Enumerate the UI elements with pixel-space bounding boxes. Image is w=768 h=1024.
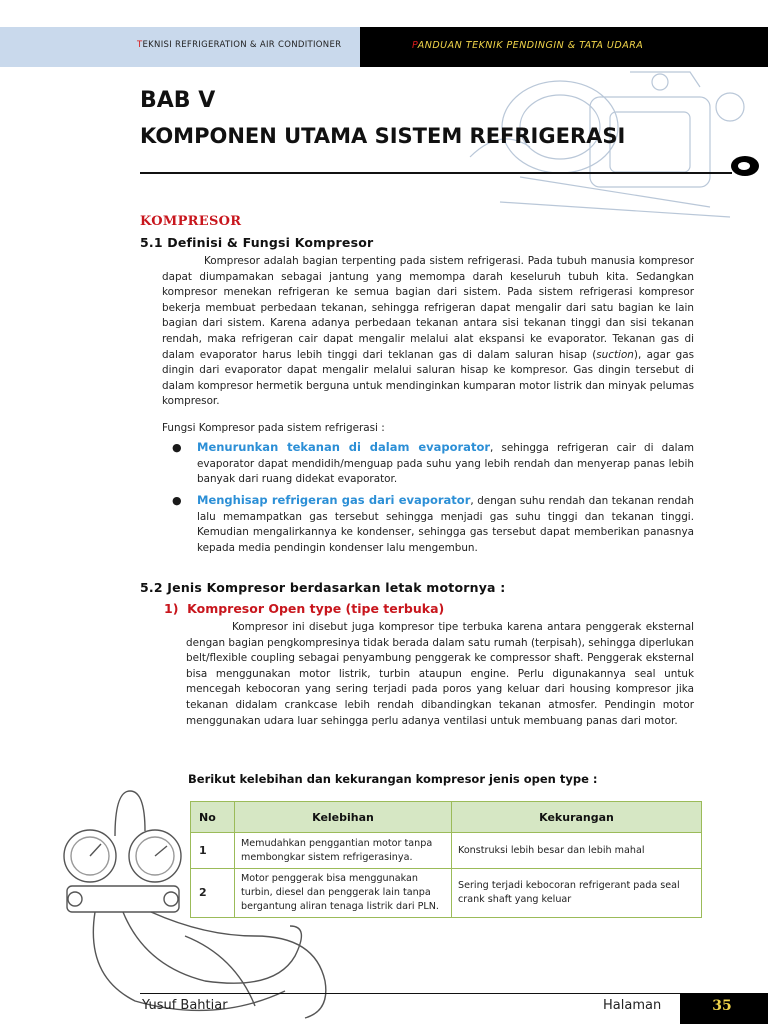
title-rule-knob-hole — [738, 162, 750, 170]
table-cell-kelebihan: Motor penggerak bisa menggunakan turbin, diesel dan penggerak lain tanpa bergantung aliran tenaga listrik dari PLN. — [235, 869, 452, 918]
paragraph-definisi-italic: suction — [596, 348, 634, 361]
bullet-dot-icon: ● — [172, 441, 182, 454]
gauge-hose-4 — [185, 936, 255, 1006]
bullet-item-1 — [197, 440, 694, 488]
gauge-left-knob — [68, 892, 82, 906]
compressor-valve-circle — [652, 74, 668, 90]
table-cell-kelebihan: Memudahkan penggantian motor tanpa membongkar sistem refrigerasinya. — [235, 833, 452, 869]
kelebihan-kekurangan-table — [190, 801, 702, 918]
compressor-base-line — [520, 177, 710, 207]
title-underline — [140, 172, 732, 174]
header-left-initial: T — [137, 40, 143, 50]
table-header-row — [191, 802, 702, 833]
subheading-title: Kompresor Open type (tipe terbuka) — [187, 601, 445, 616]
page-number: 35 — [712, 998, 732, 1014]
table-header-kekurangan: Kekurangan — [452, 802, 702, 833]
paragraph-open-type: Kompresor ini disebut juga kompresor tipe terbuka karena antara penggerak eksternal dengan bagian pengkompresinya tidak berada dalam satu rumah (terpisah), sehingga diperlukan belt/flexible coupling sebagai penyambung penggerak ke compressor shaft. Penggerak eksternal bisa menggunakan motor listrik, turbin ataupun engine. Perlu digunakannya seal untuk mencegah kebocoran yang sering terjadi pada poros yang keluar dari housing kompresor jika tekanan didalam crankcase lebih rendah dibandingkan tekanan atmosfer. Pendingin motor menggunakan udara luar sehingga perlu adanya ventilasi untuk membuang panas dari motor. — [186, 621, 694, 727]
table-header-no: No — [191, 802, 235, 833]
section-label: KOMPRESOR — [140, 214, 242, 229]
header-left-rest: EKNISI REFRIGERATION & AIR CONDITIONER — [142, 40, 342, 50]
table-row — [191, 833, 702, 869]
fungsi-intro: Fungsi Kompresor pada sistem refrigerasi : — [162, 422, 385, 434]
table-cell-no: 1 — [191, 833, 235, 869]
table-cell-no: 2 — [191, 869, 235, 918]
table-cell-kekurangan: Sering terjadi kebocoran refrigerant pada seal crank shaft yang keluar — [452, 869, 702, 918]
bullet-1-text: , sehingga refrigeran cair di dalam evaporator dapat mendidih/menguap pada suhu yang lebih rendah dan menyerap panas lebih banyak dari ruang didekat evaporator. — [197, 442, 694, 486]
chapter-title: KOMPONEN UTAMA SISTEM REFRIGERASI — [140, 124, 626, 148]
table-row — [191, 869, 702, 918]
paragraph-definisi — [162, 254, 694, 410]
gauge-left-needle — [90, 844, 101, 856]
heading-5-1: 5.1 Definisi & Fungsi Kompresor — [140, 235, 374, 250]
paragraph-definisi-part-a: Kompresor adalah bagian terpenting pada sistem refrigerasi. Pada tubuh manusia kompresor dapat diumpamakan sebagai jantung yang memompa darah keseluruh tubuh kita. Sedangkan kompresor menekan refrigeran ke semua bagian dari sistem. Pada sistem refrigerasi kompresor bekerja membuat perbedaan tekanan, sehingga refrigeran dapat mengalir dari satu bagian ke lain bagian dari sistem. Karena adanya perbedaan tekanan antara sisi tekanan tinggi dan sisi tekanan rendah, maka refrigeran cair dapat mengalir melalui alat ekspansi ke evaporator. Tekanan gas di dalam evaporator harus lebih tinggi dari teklanan gas di dalam saluran hisap ( — [162, 255, 694, 361]
header-right-title — [412, 40, 643, 51]
chapter-number: BAB V — [140, 88, 216, 113]
header-right-rest: ANDUAN TEKNIK PENDINGIN & TATA UDARA — [417, 40, 644, 51]
header-left-title — [137, 40, 341, 50]
bullet-2-emphasis: Menghisap refrigeran gas dari evaporator — [197, 493, 471, 507]
bullet-1-emphasis: Menurunkan tekanan di dalam evaporator — [197, 440, 491, 454]
heading-5-2: 5.2 Jenis Kompresor berdasarkan letak motornya : — [140, 580, 506, 595]
bullet-2-text: , dengan suhu rendah dan tekanan rendah lalu memampatkan gas tersebut sehingga menjadi gas suhu tinggi dan tekanan tinggi. Kemudian mengalirkannya ke kondenser, sehingga gas tersebut dapat memberikan panasnya kepada media pendingin kondenser lalu mengembun. — [197, 495, 695, 554]
compressor-flange-circle — [716, 93, 744, 121]
table-intro: Berikut kelebihan dan kekurangan kompresor jenis open type : — [188, 772, 598, 786]
subheading-number: 1) — [164, 601, 179, 616]
compressor-top-pipe — [630, 72, 700, 87]
header-right-initial: P — [412, 40, 418, 51]
gauge-right-needle — [155, 846, 167, 856]
footer-author: Yusuf Bahtiar — [142, 998, 228, 1013]
footer-halaman-label: Halaman — [603, 998, 662, 1013]
gauge-hook — [115, 791, 145, 836]
paragraph-definisi-part-b: ), agar gas dingin dari evaporator dapat mengalir melalui saluran hisap ke kompresor. Gas dingin tersebut di dalam kompresor hermetik berguna untuk mendinginkan kumparan motor listrik dan minyak pelumas kompresor. — [162, 348, 694, 408]
gauge-manifold-body — [67, 886, 179, 912]
bullet-item-2 — [197, 493, 694, 556]
gauge-hose-2 — [123, 912, 301, 983]
footer-rule — [140, 993, 680, 994]
table-cell-kekurangan: Konstruksi lebih besar dan lebih mahal — [452, 833, 702, 869]
subheading-open-type — [164, 601, 444, 616]
table-header-kelebihan: Kelebihan — [235, 802, 452, 833]
bullet-dot-icon: ● — [172, 494, 182, 507]
gauge-right-knob — [164, 892, 178, 906]
